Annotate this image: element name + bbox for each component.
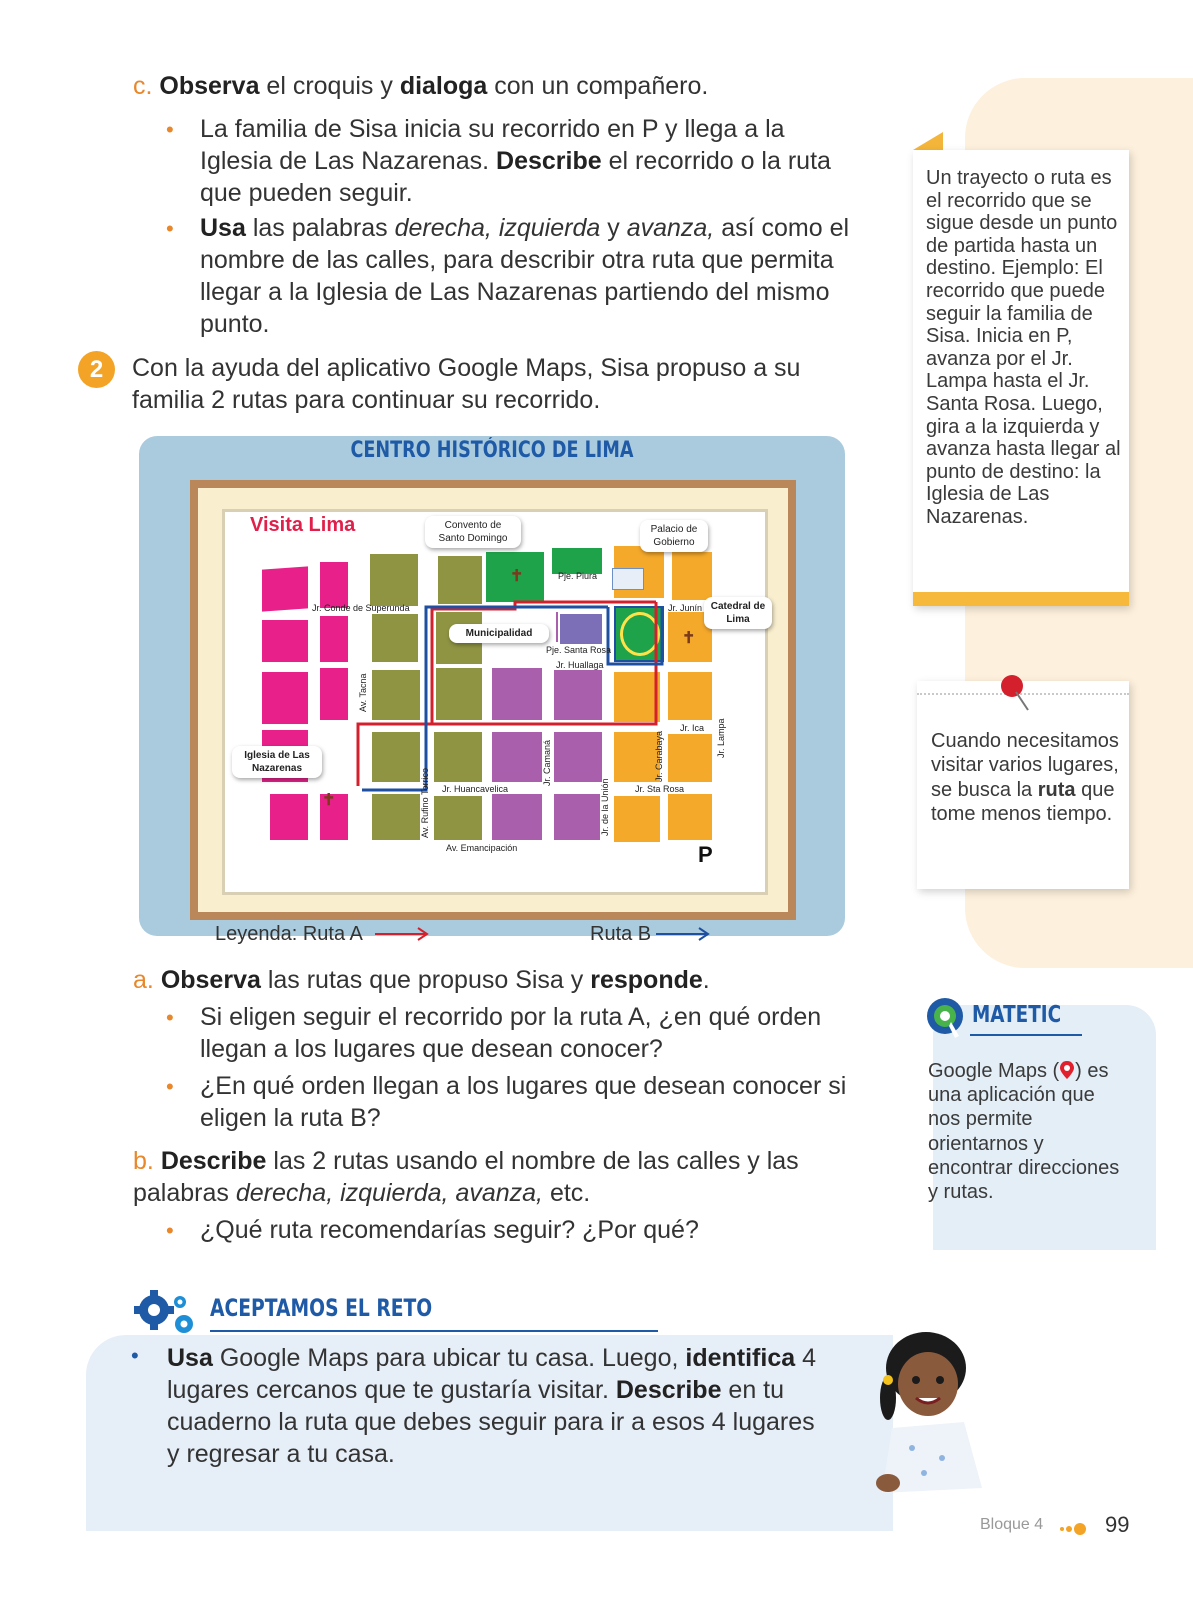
text: y (600, 214, 627, 242)
street-label: Jr. Lampa (716, 718, 726, 758)
page-number: 99 (1105, 1512, 1130, 1537)
pushpin-icon (996, 672, 1036, 714)
note-corner-fold (913, 132, 943, 150)
bullet-dot: • (166, 117, 174, 142)
map-brand: Visita Lima (250, 514, 356, 536)
bubble-palacio: Palacio de Gobierno (640, 520, 708, 552)
bold-word: Describe (496, 147, 602, 175)
text: el recorrido o la ruta que pueden seguir. (200, 147, 831, 207)
italic-word: derecha, izquierda, avanza, (235, 1179, 544, 1207)
legend-route-a (215, 923, 363, 946)
iglesia-cross-icon: ✝ (322, 792, 336, 809)
bubble-catedral: Catedral de Lima (704, 597, 772, 629)
bubble-municipalidad: Municipalidad (449, 624, 549, 643)
matetic-underline (970, 1034, 1082, 1036)
map-pin-icon (1059, 1060, 1075, 1080)
text: en tu cuaderno la ruta que debes seguir para ir a esos 4 lugares y regresar a tu casa. (167, 1376, 815, 1468)
bold-word: Observa (160, 966, 261, 994)
route-b-arrow-icon (656, 925, 712, 943)
girl-illustration (864, 1318, 988, 1498)
map-title: CENTRO HISTÓRICO DE LIMA (350, 438, 634, 463)
section-b (133, 1145, 813, 1209)
gears-icon (132, 1288, 202, 1344)
bubble-convento: Convento de Santo Domingo (425, 516, 521, 548)
cathedral-cross-icon: ✝ (682, 630, 696, 647)
street-label: Jr. Conde de Superunda (312, 603, 410, 613)
text: las palabras (245, 214, 395, 242)
bold-word: Observa (159, 72, 260, 100)
street-label: Pje. Santa Rosa (546, 645, 612, 655)
text: el croquis y (259, 72, 400, 100)
text: ) es una aplicación que nos permite orientarnos y encontrar direcciones y rutas. (928, 1060, 1120, 1204)
bullet-dot: • (166, 1218, 174, 1243)
text: con un compañero. (487, 72, 709, 100)
section-b-bullet-1: ¿Qué ruta recomendarías seguir? ¿Por qué? (200, 1216, 699, 1244)
text: las 2 rutas usando el nombre de las calles y las palabras (133, 1147, 799, 1207)
bullet-dot: • (131, 1343, 139, 1368)
bold-word: Usa (167, 1344, 213, 1372)
street-label: Jr. Carabaya (654, 730, 664, 782)
text: 4 lugares cercanos que te gustaría visitar. (167, 1344, 816, 1404)
text: Cuando necesitamos visitar varios lugares, se busca la (931, 730, 1119, 801)
street-label: Jr. Camaná (542, 739, 552, 786)
problem-number-badge: 2 (78, 351, 115, 388)
tip-text (931, 729, 1121, 827)
legend-label: Leyenda: Ruta A (215, 923, 363, 945)
street-label: Jr. Ica (680, 723, 705, 733)
street-label: Jr. Huancavelica (442, 784, 509, 794)
section-a (133, 964, 853, 996)
text: La familia de Sisa inicia su recorrido en P y llega a la Iglesia de Las Nazarenas. (200, 115, 785, 175)
challenge-title: ACEPTAMOS EL RETO (210, 1294, 433, 1322)
street-label: Pje. Piura (558, 571, 598, 581)
bold-word: Describe (615, 1376, 722, 1404)
church-cross-icon: ✝ (510, 568, 524, 585)
bold-word: Usa (200, 214, 246, 242)
section-letter: b. (133, 1147, 154, 1175)
start-point-label: P (698, 842, 713, 867)
note-bottom-strip (913, 592, 1129, 606)
street-label: Jr. Junín (668, 603, 703, 613)
bold-word: dialoga (399, 72, 488, 100)
bullet-dot: • (166, 216, 174, 241)
text: que tome menos tiempo. (931, 778, 1115, 826)
italic-word: avanza, (626, 214, 715, 242)
section-letter: c. (133, 72, 153, 100)
text: así como el nombre de las calles, para describir otra ruta que permita llegar a la Iglesia de Las Nazarenas partiendo del mismo punto. (200, 214, 850, 338)
legend-route-b: Ruta B (590, 923, 652, 945)
text: . (702, 966, 710, 994)
footer-block-label: Bloque 4 (980, 1516, 1044, 1533)
bold-word: ruta (1037, 778, 1076, 801)
definition-note (913, 150, 1129, 606)
text: las rutas que propuso Sisa y (260, 966, 591, 994)
street-label: Av. Tacna (358, 673, 368, 712)
footer-dots-icon (1060, 1520, 1086, 1538)
challenge-text (167, 1342, 817, 1470)
section-a-bullet-1: Si eligen seguir el recorrido por la ruta A, ¿en qué orden llegan a los lugares que desean conocer? (200, 1003, 822, 1063)
route-b-line-east (608, 607, 662, 664)
text: Google Maps para ubicar tu casa. Luego, (212, 1344, 686, 1372)
challenge-title-underline (210, 1330, 658, 1332)
bullet-dot: • (166, 1005, 174, 1030)
route-a-arrow-icon (375, 925, 431, 943)
bold-word: Describe (160, 1147, 267, 1175)
bold-word: identifica (685, 1344, 796, 1372)
definition-text: Un trayecto o ruta es el recorrido que se sigue desde un punto de partida hasta un destino. Ejemplo: El recorrido que puede seguir la familia de Sisa. Inicia en P, avanza por el Jr. Lampa hasta el Jr. Santa Rosa. Luego, gira a la izquierda y avanza hasta llegar al punto de destino: la Iglesia de Las Nazarenas. (926, 167, 1121, 528)
text: Google Maps ( (928, 1060, 1060, 1082)
matetic-title: MATETIC (972, 1002, 1062, 1028)
street-label: Av. Emancipación (446, 843, 518, 853)
bold-word: responde (590, 966, 703, 994)
problem-2-statement: Con la ayuda del aplicativo Google Maps, Sisa propuso a su familia 2 rutas para continuar su recorrido. (132, 354, 801, 414)
bubble-iglesia: Iglesia de Las Nazarenas (232, 746, 322, 778)
text: etc. (543, 1179, 591, 1207)
street-label: Jr. de la Unión (600, 778, 610, 836)
matetic-text (928, 1059, 1123, 1204)
street-label: Jr. Huallaga (556, 660, 604, 670)
street-label: Av. Rufino Torrico (420, 767, 430, 838)
bullet-dot: • (166, 1074, 174, 1099)
street-label: Jr. Sta Rosa (635, 784, 685, 794)
section-a-bullet-2: ¿En qué orden llegan a los lugares que desean conocer si eligen la ruta B? (200, 1072, 847, 1132)
section-letter: a. (133, 966, 154, 994)
italic-word: derecha, izquierda (394, 214, 601, 242)
touch-icon (925, 996, 969, 1040)
